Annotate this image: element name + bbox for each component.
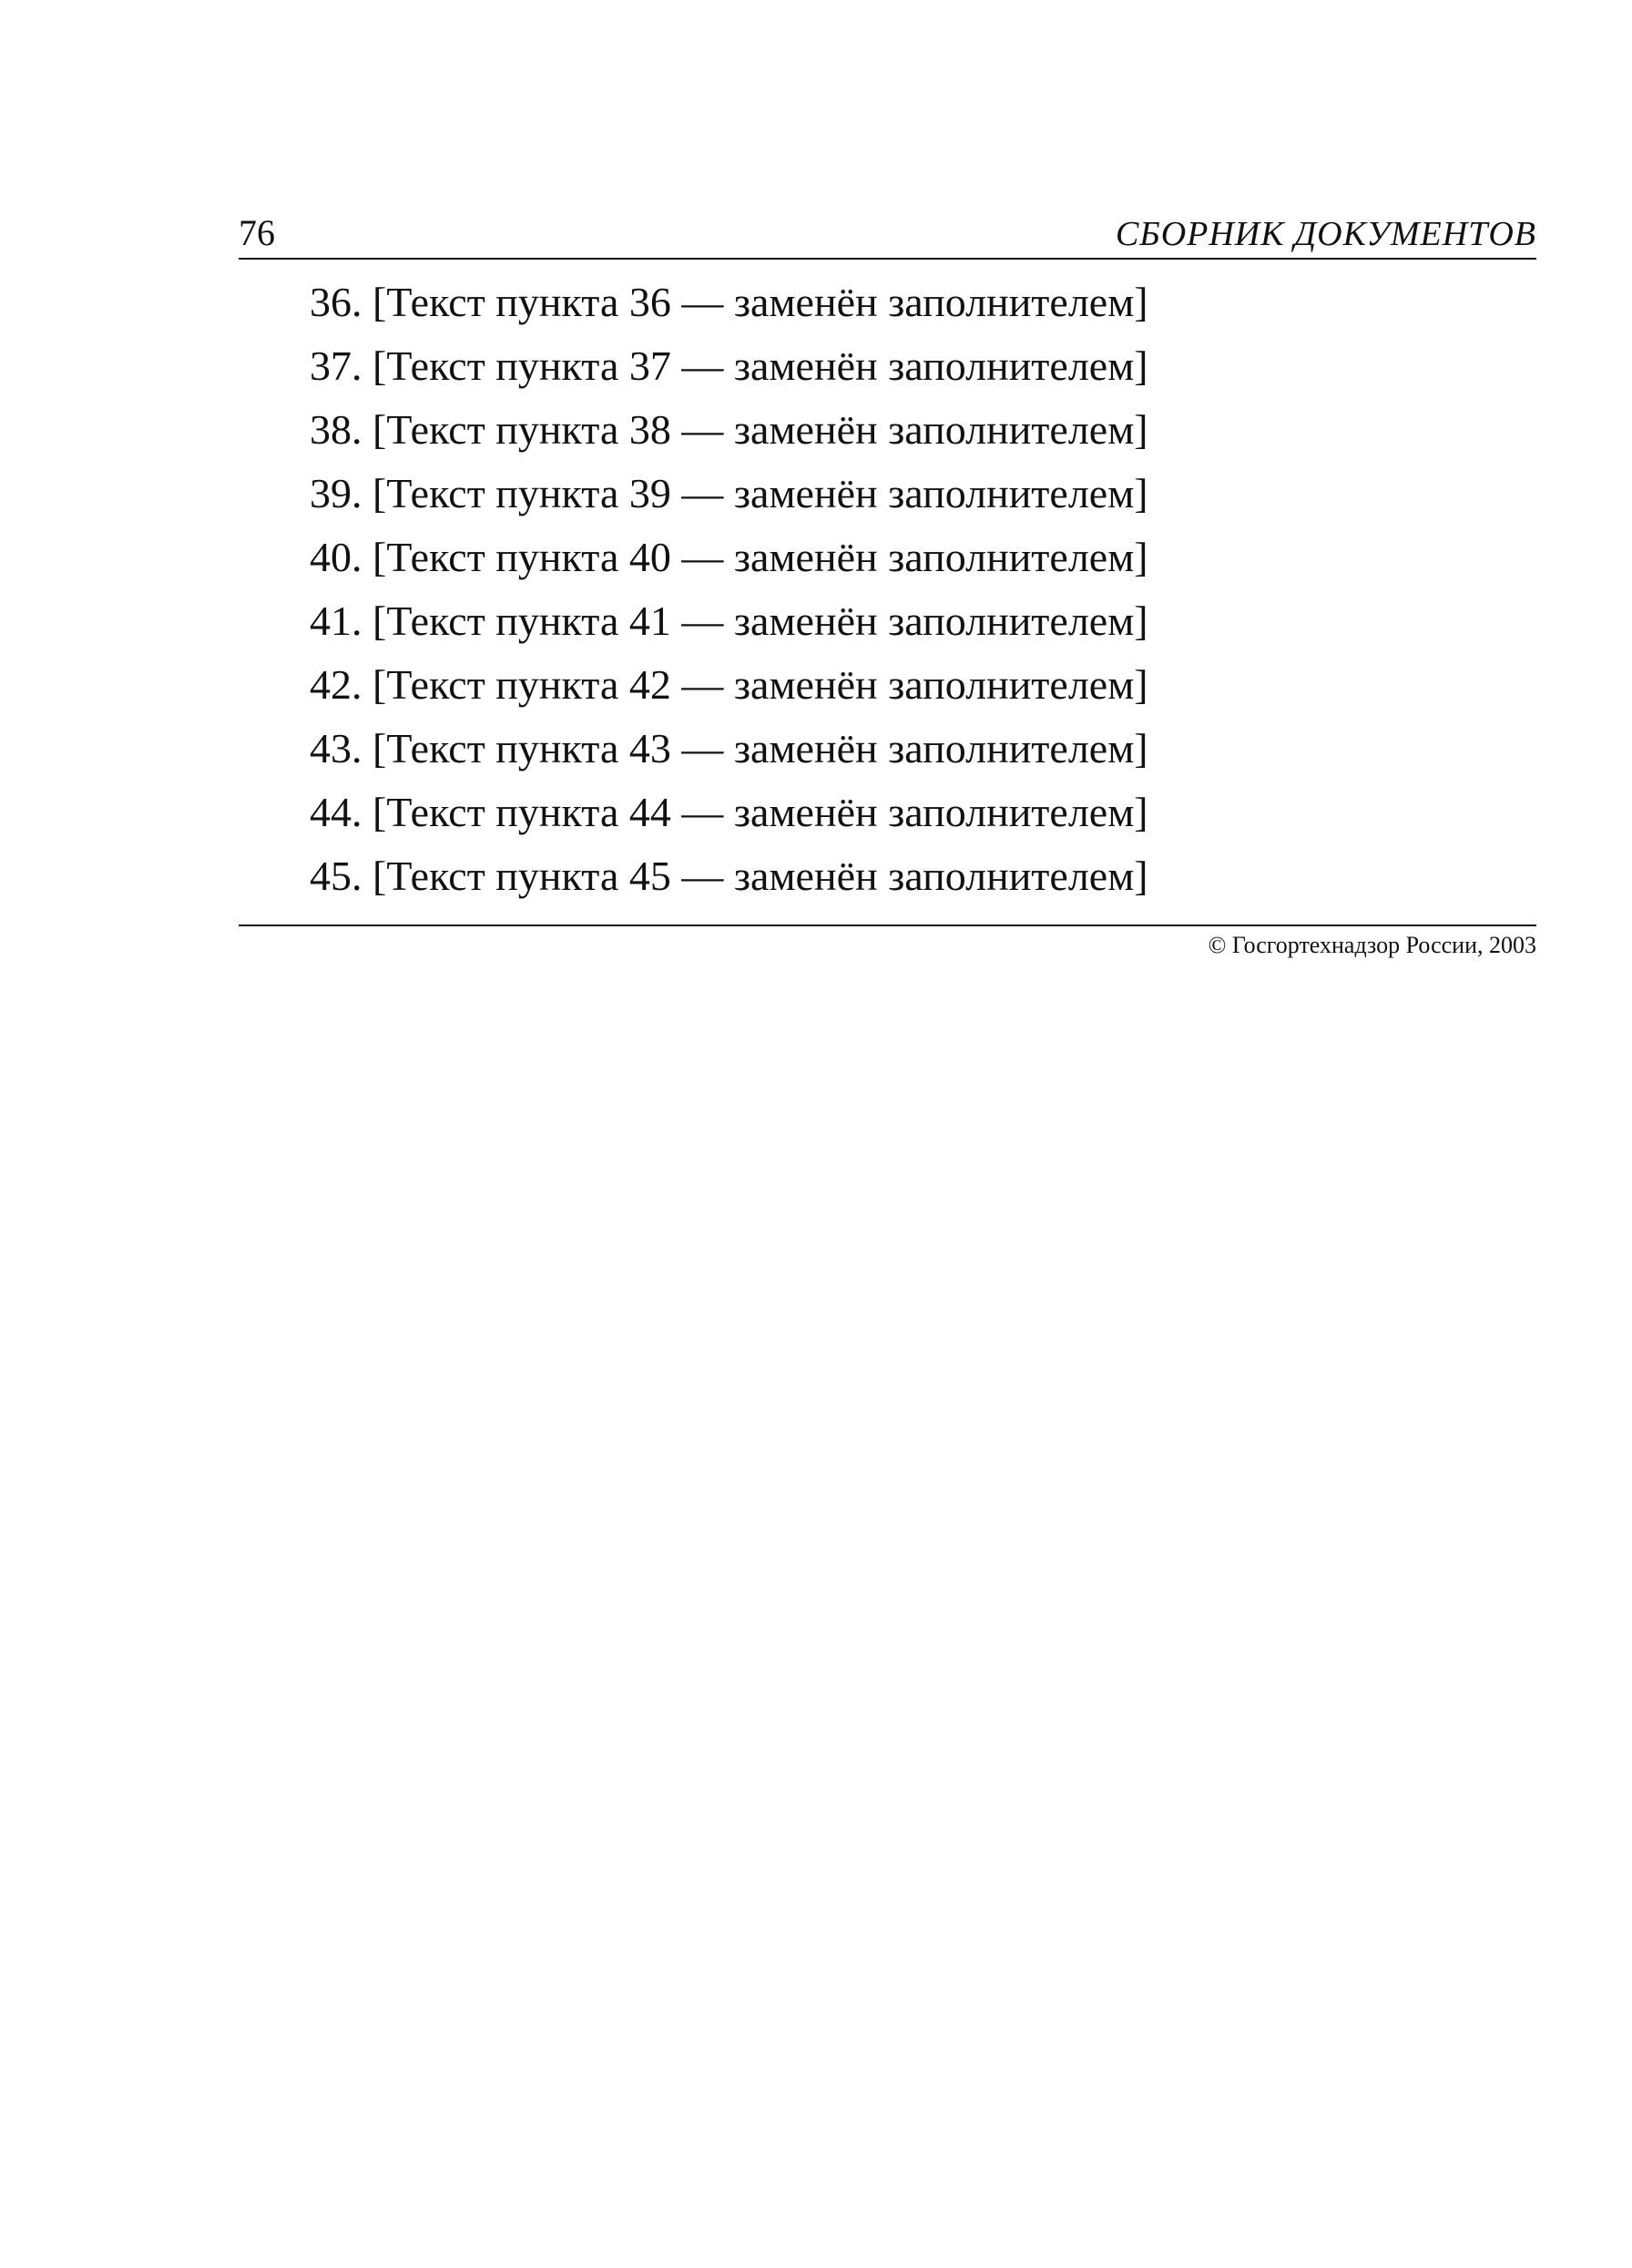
item-text: [Текст пункта 41 — заменён заполнителем] [372,598,1148,644]
item-number: 41. [310,598,362,644]
page-header [239,211,1536,260]
item-text: [Текст пункта 40 — заменён заполнителем] [372,534,1148,580]
item-number: 42. [310,661,362,708]
copyright-notice: © Госгортехнадзор России, 2003 [1208,932,1536,958]
item-text: [Текст пункта 39 — заменён заполнителем] [372,470,1148,516]
running-title: СБОРНИК ДОКУМЕНТОВ [1115,215,1536,253]
item-number: 44. [310,789,362,835]
item-number: 43. [310,725,362,771]
item-text: [Текст пункта 42 — заменён заполнителем] [372,661,1148,708]
item-number: 45. [310,853,362,899]
list-item [239,467,1536,520]
item-number: 40. [310,534,362,580]
list-item [239,786,1536,839]
list-item [239,850,1536,903]
item-text: [Текст пункта 37 — заменён заполнителем] [372,342,1148,389]
item-text: [Текст пункта 36 — заменён заполнителем] [372,279,1148,325]
list-item [239,659,1536,711]
list-item [239,595,1536,648]
list-item [239,276,1536,329]
item-text: [Текст пункта 38 — заменён заполнителем] [372,406,1148,453]
page-number: 76 [239,212,275,253]
item-number: 39. [310,470,362,516]
list-item [239,340,1536,393]
item-text: [Текст пункта 43 — заменён заполнителем] [372,725,1148,771]
item-text: [Текст пункта 44 — заменён заполнителем] [372,789,1148,835]
list-item [239,531,1536,584]
item-text: [Текст пункта 45 — заменён заполнителем] [372,853,1148,899]
item-number: 37. [310,342,362,389]
list-item [239,722,1536,775]
item-list [239,276,1536,903]
footer-divider [239,925,1536,926]
item-number: 38. [310,406,362,453]
list-item [239,404,1536,456]
item-number: 36. [310,279,362,325]
document-page [239,211,1536,959]
